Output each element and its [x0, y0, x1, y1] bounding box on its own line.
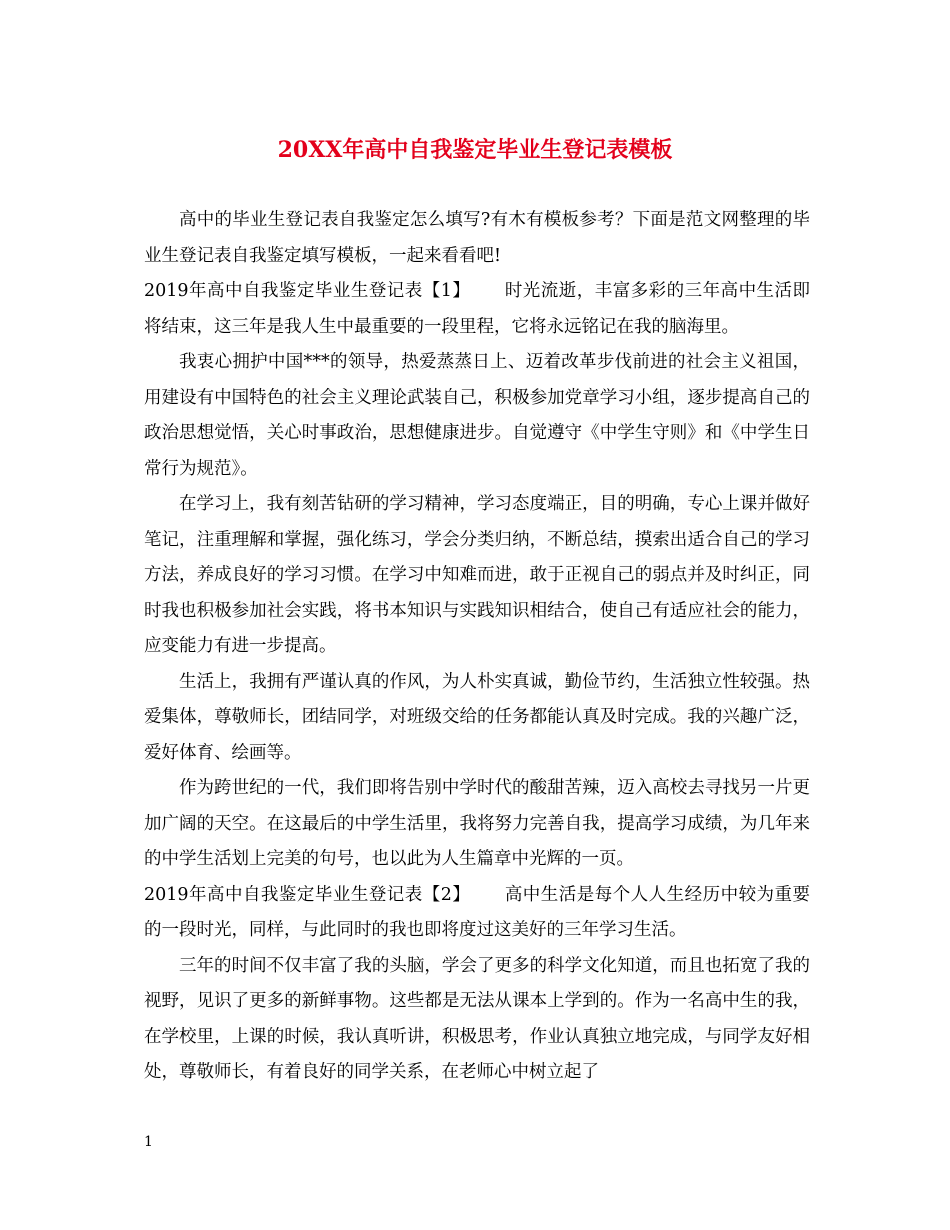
section1-paragraph — [144, 274, 810, 345]
life-paragraph: 生活上，我拥有严谨认真的作风，为人朴实真诚，勤俭节约，生活独立性较强。热爱集体，尊敬师长，团结同学，对班级交给的任务都能认真及时完成。我的兴趣广泛，爱好体育、绘画等。 — [144, 671, 810, 763]
document-title: 20XX年高中自我鉴定毕业生登记表模板 — [277, 137, 673, 163]
section2-heading: 2019年高中自我鉴定毕业生登记表【2】 — [144, 884, 471, 905]
section2-paragraph — [144, 878, 810, 949]
page-number: 1 — [144, 1134, 153, 1150]
study-paragraph: 在学习上，我有刻苦钻研的学习精神，学习态度端正，目的明确，专心上课并做好笔记，注重理解和掌握，强化练习，学会分类归纳，不断总结，摸索出适合自己的学习方法，养成良好的学习习惯。在学习中知难而进，敢于正视自己的弱点并及时纠正，同时我也积极参加社会实践，将书本知识与实践知识相结合，使自己有适应社会的能力，应变能力有进一步提高。 — [144, 494, 810, 656]
section1-lead: 时光流逝，丰富多彩的三年高中生活即将结束，这三年是我人生中最重要的一段里程，它将永远铭记在我的脑海里。 — [144, 281, 811, 337]
intro-paragraph: 高中的毕业生登记表自我鉴定怎么填写?有木有模板参考？下面是范文网整理的毕业生登记表自我鉴定填写模板，一起来看看吧! — [144, 210, 810, 266]
document-body — [144, 203, 810, 1091]
future-paragraph: 作为跨世纪的一代，我们即将告别中学时代的酸甜苦辣，迈入高校去寻找另一片更加广阔的天空。在这最后的中学生活里，我将努力完善自我，提高学习成绩，为几年来的中学生活划上完美的句号，也以此为人生篇章中光辉的一页。 — [144, 778, 810, 869]
growth-paragraph: 三年的时间不仅丰富了我的头脑，学会了更多的科学文化知道，而且也拓宽了我的视野，见识了更多的新鲜事物。这些都是无法从课本上学到的。作为一名高中生的我，在学校里，上课的时候，我认真听讲，积极思考，作业认真独立地完成，与同学友好相处，尊敬师长，有着良好的同学关系，在老师心中树立起了 — [144, 955, 810, 1082]
section1-heading: 2019年高中自我鉴定毕业生登记表【1】 — [144, 281, 471, 301]
politics-paragraph: 我衷心拥护中国***的领导，热爱蒸蒸日上、迈着改革步伐前进的社会主义祖国，用建设有中国特色的社会主义理论武装自己，积极参加党章学习小组，逐步提高自己的政治思想觉悟，关心时事政治，思想健康进步。自觉遵守《中学生守则》和《中学生日常行为规范》。 — [144, 352, 810, 479]
section2-lead: 高中生活是每个人人生经历中较为重要的一段时光，同样，与此同时的我也即将度过这美好的三年学习生活。 — [144, 884, 811, 940]
